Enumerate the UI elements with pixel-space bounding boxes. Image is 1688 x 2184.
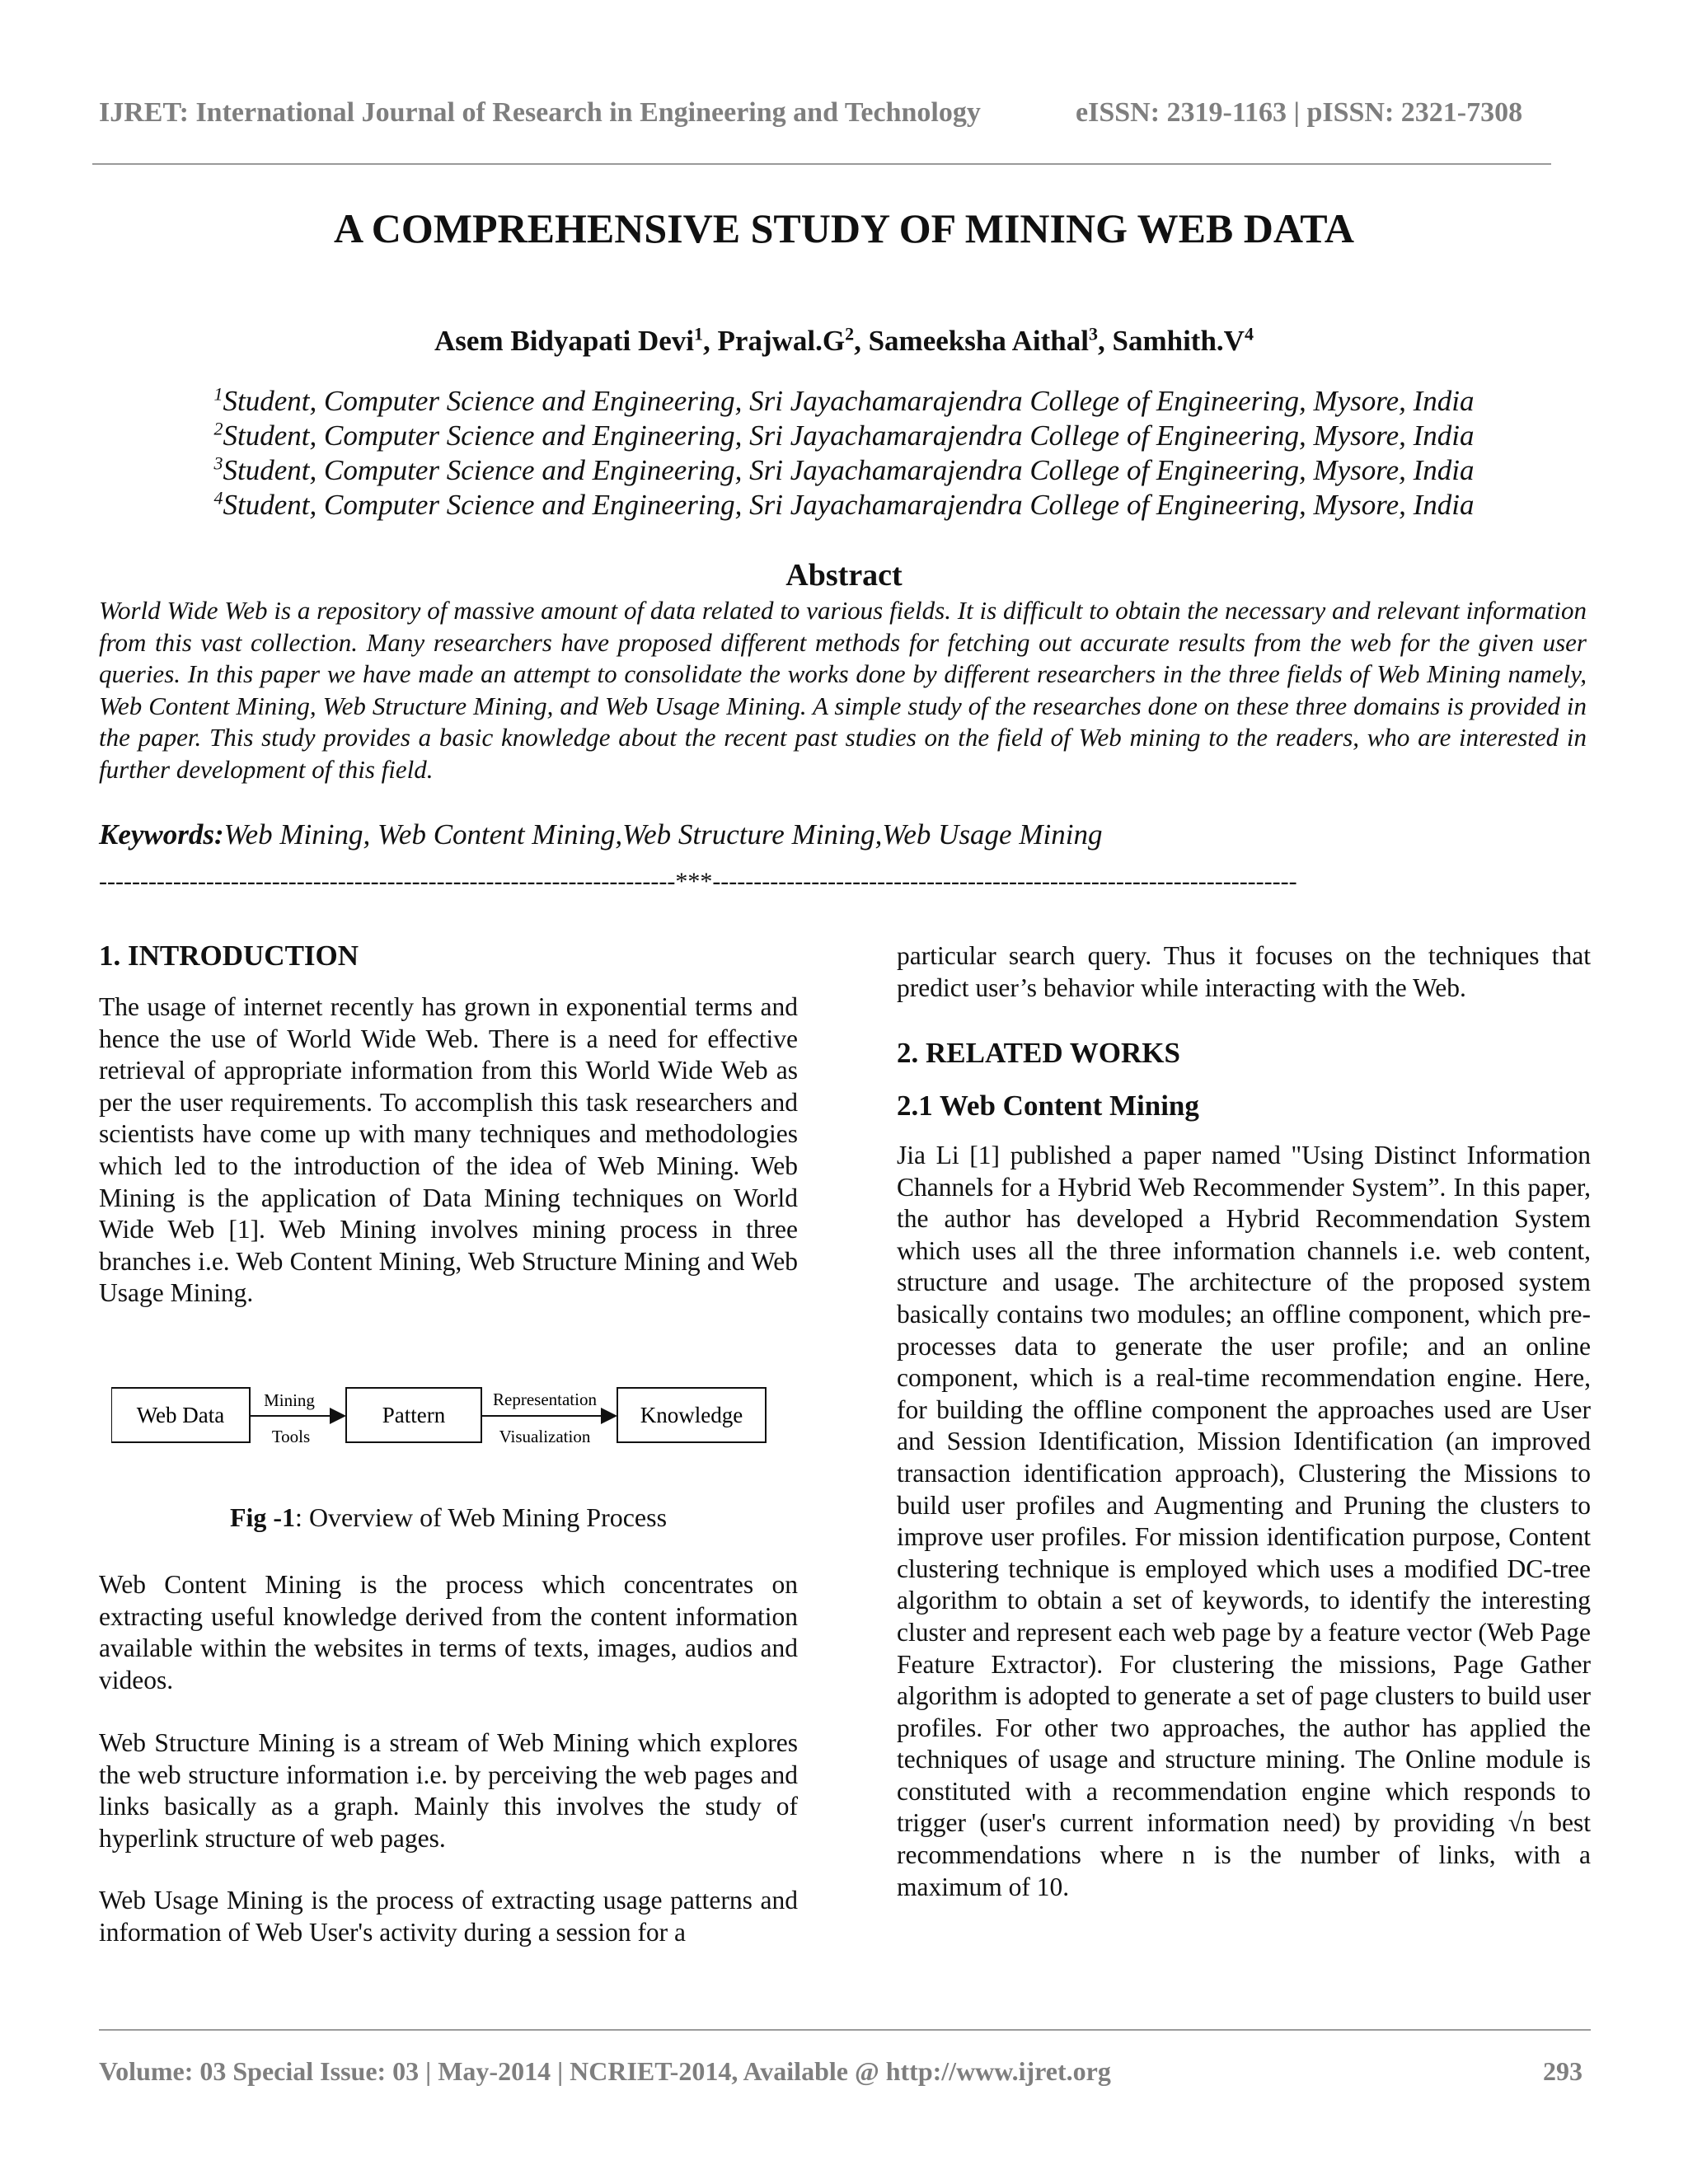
section-separator: ----------------------------------------------------------------------***----------------------------------------------------------------------- (99, 868, 1297, 895)
keywords-text: Web Mining, Web Content Mining,Web Structure Mining,Web Usage Mining (223, 818, 1103, 851)
affiliation (0, 419, 1688, 453)
paragraph: Web Usage Mining is the process of extracting usage patterns and information of Web User's activity during a session for a (99, 1886, 798, 1947)
footer-text: Volume: 03 Special Issue: 03 | May-2014 | NCRIET-2014, Available @ http://www.ijret.org (99, 2056, 1111, 2086)
subsection-heading-web-content-mining: 2.1 Web Content Mining (897, 1090, 1199, 1122)
affiliation-text: Student, Computer Science and Engineering, Sri Jayachamarajendra College of Engineering, Mysore, India (223, 385, 1475, 417)
figure-arrow-label: Visualization (499, 1427, 591, 1446)
figure-arrow-label: Representation (493, 1390, 597, 1409)
web-mining-process-figure (111, 1376, 771, 1459)
paragraph: The usage of internet recently has grown in exponential terms and hence the use of World Wide Web. There is a need for effective retrieval of appropriate information from this World Wide Web as per the user requirements. To accomplish this task researchers and scientists have come up with many techniques and methodologies which led to the introduction of the idea of Web Mining. Web Mining is the application of Data Mining techniques on World Wide Web [1]. Web Mining involves mining process in three branches i.e. Web Content Mining, Web Structure Mining and Web Usage Mining. (99, 992, 798, 1308)
affiliation-list (0, 384, 1688, 523)
author-mark: 1 (694, 323, 704, 344)
author-mark: 3 (1088, 323, 1098, 344)
paragraph: Jia Li [1] published a paper named "Using Distinct Information Channels for a Hybrid Web Recommender System”. In this paper, the author has developed a Hybrid Recommendation System which uses all the three information channels i.e. web content, structure and usage. The architecture of the proposed system basically contains two modules; an offline component, which pre-processes data to generate the user profile; and an online component, which is a real-time recommendation engine. Here, for building the offline component the approaches used are User and Session Identification, Mission Identification (an improved transaction identification approach), Clustering the Missions to build user profiles and Augmenting and Pruning the clusters to improve user profiles. For mission identification purpose, Content clustering technique is employed which uses a modified DC-tree algorithm to obtain a set of keywords, to identify the interesting cluster and represent each web page by a feature vector (Web Page Feature Extractor). For clustering the missions, Page Gather algorithm is adopted to generate a set of page clusters to build user profiles. For other two approaches, the author has applied the techniques of usage and structure mining. The Online module is constituted with a recommendation engine which responds to trigger (user's current information need) by providing √n best recommendations where n is the number of links, with a maximum of 10. (897, 1141, 1591, 1901)
author-list: Asem Bidyapati Devi$^1$, $Prajwal.G^2$, Sameeksha Aithal$^3$, $Samhith.V^4$ (434, 323, 1254, 357)
affiliation (0, 384, 1688, 419)
affiliation-text: Student, Computer Science and Engineering, Sri Jayachamarajendra College of Engineering, Mysore, India (223, 489, 1475, 521)
affiliation-mark: 3 (213, 452, 223, 474)
footer-rule (99, 2029, 1591, 2031)
author-mark: 4 (1244, 323, 1254, 344)
paragraph: Web Content Mining is the process which concentrates on extracting useful knowledge derived from the content information available within the websites in terms of texts, images, audios and videos. (99, 1570, 798, 1694)
structure-mining-paragraph (99, 1727, 798, 1854)
figure-caption (99, 1502, 798, 1533)
affiliation-mark: 4 (213, 487, 223, 509)
paragraph: Web Structure Mining is a stream of Web Mining which explores the web structure information i.e. by perceiving the web pages and links basically as a graph. Mainly this involves the study of hyperlink structure of web pages. (99, 1728, 798, 1853)
author-name: Samhith.V (1112, 325, 1245, 357)
affiliation-mark: 2 (213, 418, 223, 439)
usage-mining-paragraph (99, 1885, 798, 1948)
content-mining-paragraph (99, 1569, 798, 1696)
affiliation-mark: 1 (213, 383, 223, 405)
abstract-heading: Abstract (785, 558, 903, 593)
section-heading-related-works: 2. RELATED WORKS (897, 1037, 1180, 1069)
author-name: Sameeksha Aithal (868, 325, 1089, 357)
figure-box-label: Web Data (136, 1403, 225, 1427)
page-number: 293 (1543, 2056, 1582, 2086)
continued-paragraph (897, 940, 1591, 1004)
keywords-label: Keywords: (99, 818, 224, 851)
figure-arrow-label: Mining (264, 1390, 315, 1410)
author-mark: 2 (845, 323, 855, 344)
paper-title: A COMPREHENSIVE STUDY OF MINING WEB DATA (333, 205, 1355, 251)
abstract-body: World Wide Web is a repository of massive amount of data related to various fields. It is difficult to obtain the necessary and relevant information from this vast collection. Many researchers have proposed different methods for fetching out accurate results from the web for the given user queries. In this paper we have made an attempt to consolidate the works done by different researchers in the three fields of Web Mining namely, Web Content Mining, Web Structure Mining, and Web Usage Mining. A simple study of the researches done on these three domains is provided in the paper. This study provides a basic knowledge about the recent past studies on the field of Web mining to the readers, who are interested in further development of this field. (99, 596, 1587, 784)
header-rule (92, 163, 1551, 165)
author-name: Asem Bidyapati Devi (434, 325, 695, 357)
affiliation-text: Student, Computer Science and Engineering, Sri Jayachamarajendra College of Engineering, Mysore, India (223, 419, 1475, 452)
keywords (99, 818, 1102, 851)
section-heading-introduction: 1. INTRODUCTION (99, 940, 359, 972)
affiliation (0, 453, 1688, 488)
affiliation-text: Student, Computer Science and Engineering, Sri Jayachamarajendra College of Engineering, Mysore, India (223, 454, 1475, 486)
figure-caption-text: : Overview of Web Mining Process (295, 1502, 668, 1532)
journal-header: IJRET: International Journal of Research in Engineering and Technology (99, 97, 981, 128)
figure-box-label: Knowledge (640, 1403, 743, 1427)
affiliation (0, 488, 1688, 523)
figure-caption-label: Fig -1 (229, 1502, 296, 1532)
figure-box-label: Pattern (382, 1403, 446, 1427)
author-name: Prajwal.G (717, 325, 846, 357)
figure-arrow-label: Tools (271, 1427, 311, 1446)
intro-paragraph (99, 991, 798, 1310)
issn-header: eISSN: 2319-1163 | pISSN: 2321-7308 (1076, 97, 1523, 128)
related-works-paragraph (897, 1140, 1591, 1903)
paragraph: particular search query. Thus it focuses on the techniques that predict user’s behavior while interacting with the Web. (897, 941, 1591, 1002)
